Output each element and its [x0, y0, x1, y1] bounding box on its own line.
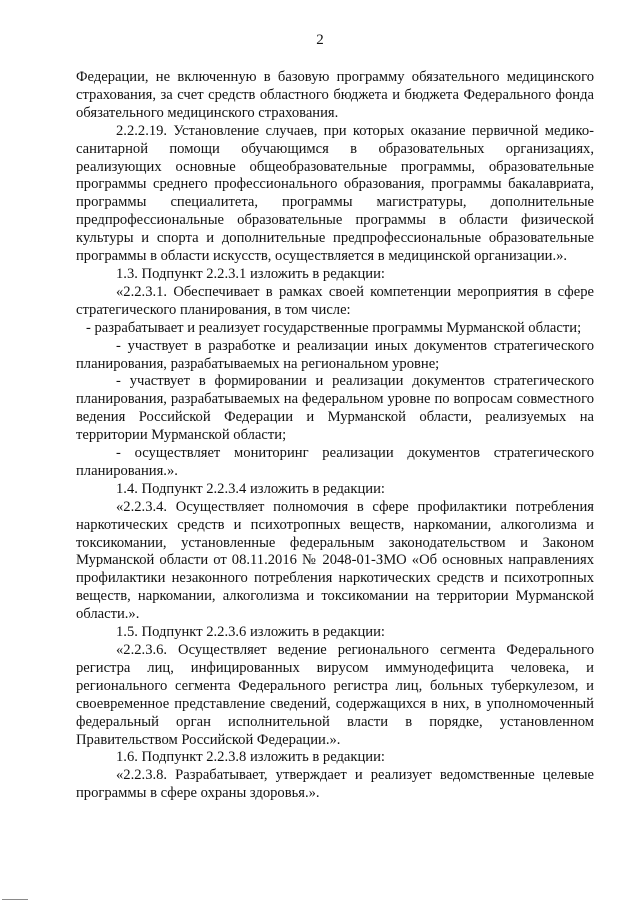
- paragraph-1-5-heading: 1.5. Подпункт 2.2.3.6 изложить в редакции:: [116, 624, 385, 641]
- paragraph-1-4-heading: 1.4. Подпункт 2.2.3.4 изложить в редакции:: [116, 480, 385, 497]
- paragraph-1-6-heading: 1.6. Подпункт 2.2.3.8 изложить в редакции:: [116, 749, 385, 766]
- paragraph-1-3-heading: 1.3. Подпункт 2.2.3.1 изложить в редакции:: [116, 265, 385, 282]
- paragraph-continuation: Федерации, не включенную в базовую программу обязательного медицинского страхования, за счет средств областного бюджета и бюджета Федерального фонда обязательного медицинского страхования.: [76, 69, 594, 121]
- paragraph-2-2-3-8: «2.2.3.8. Разрабатывает, утверждает и реализует ведомственные целевые программы в сфере охраны здоровья.».: [76, 767, 594, 802]
- footer-mark: [2, 899, 28, 900]
- document-body: [76, 69, 594, 803]
- paragraph-2-2-3-4: «2.2.3.4. Осуществляет полномочия в сфере профилактики потребления наркотических средств и психотропных веществ, наркомании, алкоголизма и токсикомании, установленные федеральным законодательством и Законом Мурманской области от 08.11.2016 № 2048-01-ЗМО «Об основных направлениях профилактики незаконного потребления наркотических средств и психотропных веществ, наркомании, алкоголизма и токсикомании на территории Мурманской области.».: [76, 498, 594, 623]
- paragraph-dash-item-1: - разрабатывает и реализует государственные программы Мурманской области;: [86, 319, 582, 336]
- paragraph-dash-item-2: - участвует в разработке и реализации иных документов стратегического планирования, разрабатываемых на региональном уровне;: [76, 337, 594, 372]
- paragraph-2-2-3-1: «2.2.3.1. Обеспечивает в рамках своей компетенции мероприятия в сфере стратегического планирования, в том числе:: [76, 283, 594, 318]
- paragraph-dash-item-3: - участвует в формировании и реализации документов стратегического планирования, разрабатываемых на федеральном уровне по вопросам совместного ведения Российской Федерации и Мурманской области, реализуемых на территории Мурманской области;: [76, 373, 594, 444]
- paragraph-2-2-3-6: «2.2.3.6. Осуществляет ведение регионального сегмента Федерального регистра лиц, инфицированных вирусом иммунодефицита человека, и регионального сегмента Федерального регистра лиц, больных туберкулезом, и своевременное представление сведений, содержащихся в них, в уполномоченный федеральный орган исполнительной власти в порядке, установленном Правительством Российской Федерации.».: [76, 642, 594, 748]
- paragraph-dash-item-4: - осуществляет мониторинг реализации документов стратегического планирования.».: [76, 445, 594, 479]
- paragraph-2-2-2-19: 2.2.2.19. Установление случаев, при которых оказание первичной медико-санитарной помощи обучающимся в образовательных организациях, реализующих основные общеобразовательные программы, образовательные программы среднего профессионального образования, программы бакалавриата, программы специалитета, программы магистратуры, дополнительные предпрофессиональные образовательные программы в области физической культуры и спорта и дополнительные предпрофессиональные образовательные программы в области искусств, осуществляется в медицинской организации.».: [76, 122, 594, 265]
- page-number: 2: [316, 32, 324, 48]
